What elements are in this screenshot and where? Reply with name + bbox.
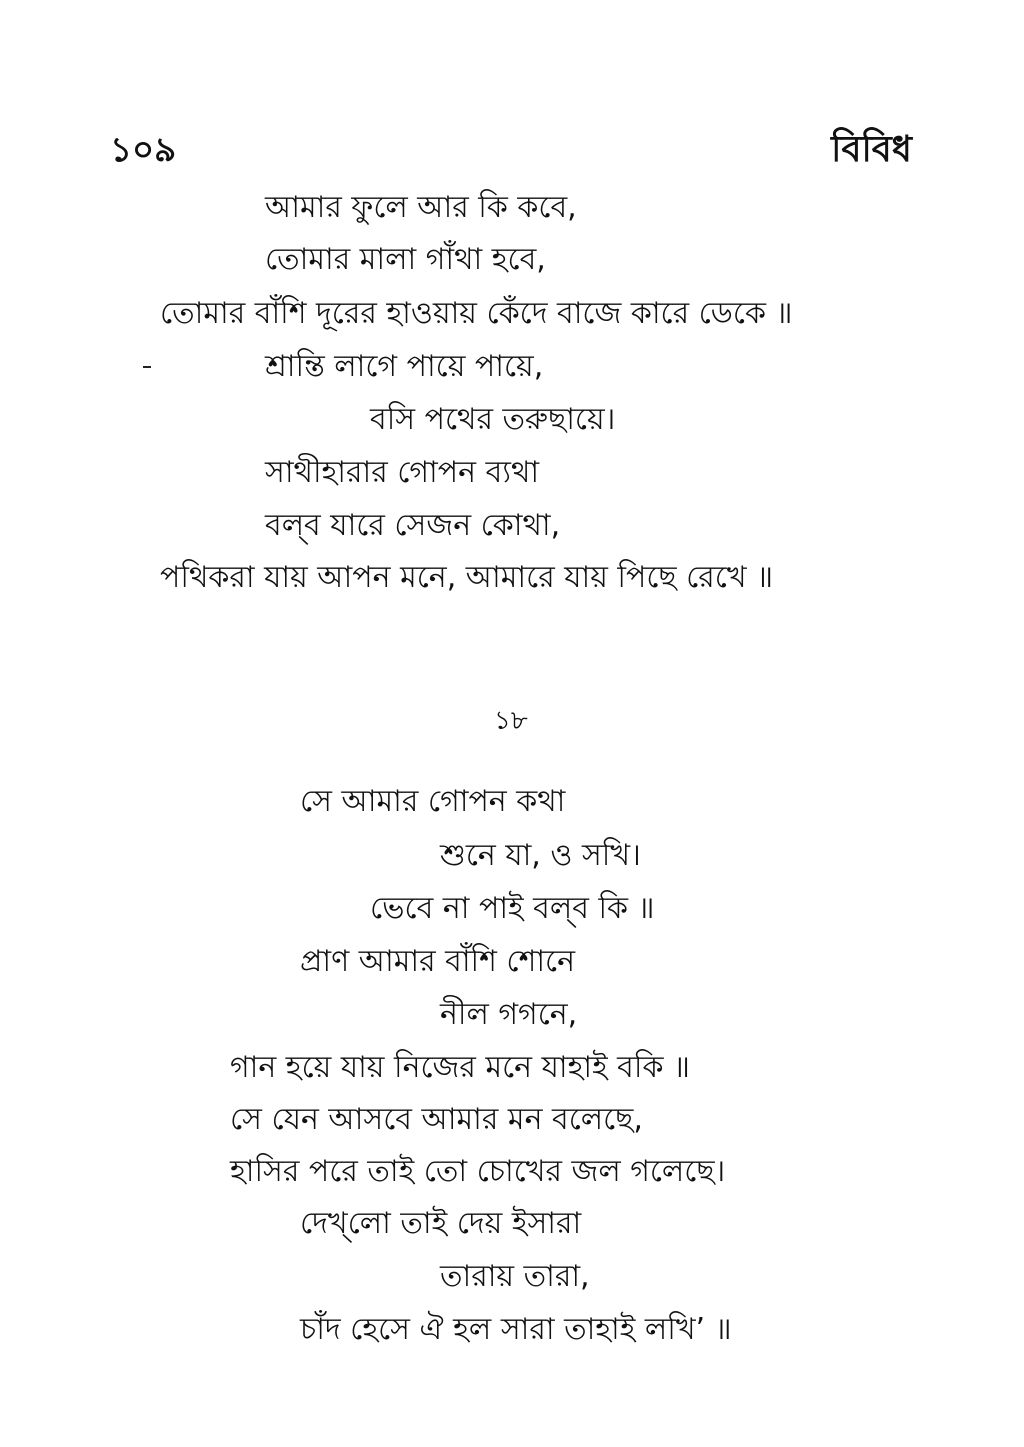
song-17-line-5: বসি পথের তরুছায়ে। [370, 402, 616, 437]
song-18-line-3: ভেবে না পাই বল্‌ব কি ॥ [370, 891, 655, 926]
song-17-line-3: তোমার বাঁশি দূরের হাওয়ায় কেঁদে বাজে কারে ডেকে ॥ [160, 296, 793, 331]
song-18-line-1: সে আমার গোপন কথা [300, 784, 566, 819]
song-17-line-4: শ্রান্তি লাগে পায়ে পায়ে, [265, 349, 544, 384]
song-18-line-7: সে যেন আসবে আমার মন বলেছে, [230, 1102, 643, 1137]
running-head: বিবিধ [831, 129, 912, 170]
song-number: ১৮ [494, 706, 528, 736]
song-17-line-1: আমার ফুলে আর কি কবে, [265, 190, 577, 225]
page-number: ১০৯ [110, 130, 177, 170]
song-18-line-6: গান হয়ে যায় নিজের মনে যাহাই বকি ॥ [230, 1050, 690, 1085]
song-18-line-4: প্রাণ আমার বাঁশি শোনে [300, 944, 576, 979]
song-17-line-2: তোমার মালা গাঁথা হবে, [265, 242, 546, 277]
song-18-line-9: দেখ্‌লো তাই দেয় ইসারা [300, 1206, 582, 1241]
song-18-line-10: তারায় তারা, [440, 1259, 590, 1294]
song-18-line-5: নীল গগনে, [440, 997, 578, 1032]
stray-ink-mark [143, 366, 151, 368]
song-17-line-8: পথিকরা যায় আপন মনে, আমারে যায় পিছে রেখে ॥ [160, 560, 774, 595]
song-18-line-2: শুনে যা, ও সখি। [440, 838, 641, 873]
song-18-line-8: হাসির পরে তাই তো চোখের জল গলেছে। [230, 1154, 726, 1189]
song-17-line-7: বল্‌ব যারে সেজন কোথা, [265, 508, 561, 543]
song-18-line-11: চাঁদ হেসে ঐ হল সারা তাহাই লখি’ ॥ [300, 1312, 732, 1347]
song-17-line-6: সাথীহারার গোপন ব্যথা [265, 455, 540, 490]
page-header [0, 0, 1024, 200]
